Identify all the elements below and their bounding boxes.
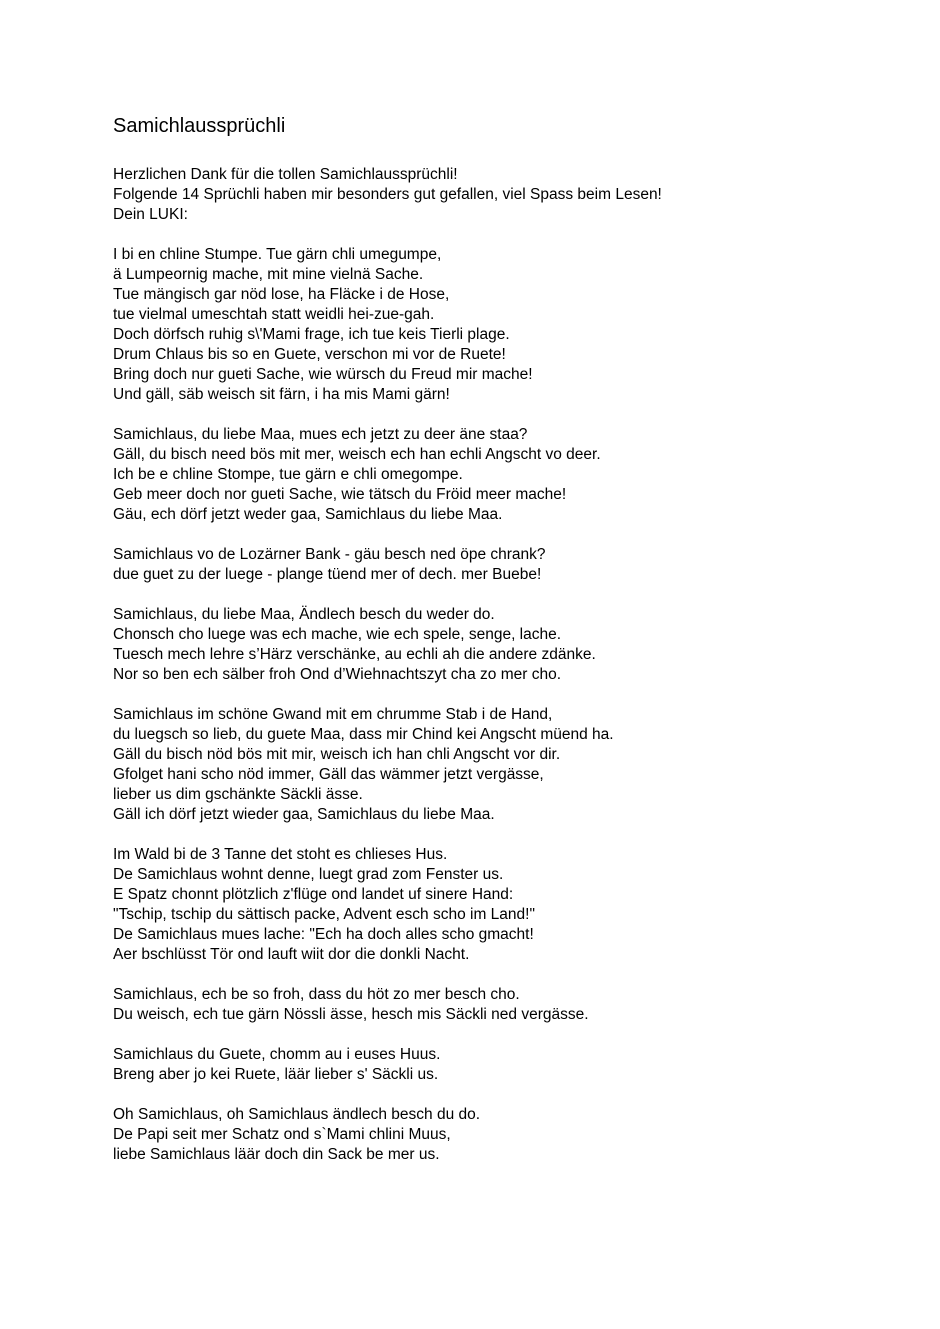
verse-9 <box>113 1105 913 1165</box>
verse-line: Samichlaus, ech be so froh, dass du höt zo mer besch cho. <box>113 986 520 1003</box>
verse-line: Tuesch mech lehre s’Härz verschänke, au echli ah die andere zdänke. <box>113 646 596 663</box>
verse-line: Du weisch, ech tue gärn Nössli ässe, hesch mis Säckli ned vergässe. <box>113 1006 589 1023</box>
verse-line: De Samichlaus wohnt denne, luegt grad zom Fenster us. <box>113 866 504 883</box>
verse-line: Und gäll, säb weisch sit färn, i ha mis Mami gärn! <box>113 386 450 403</box>
verse-line: due guet zu der luege - plange tüend mer of dech. mer Buebe! <box>113 566 542 583</box>
verse-line: Ich be e chline Stompe, tue gärn e chli omegompe. <box>113 466 463 483</box>
verse-line: I bi en chline Stumpe. Tue gärn chli umegumpe, <box>113 246 442 263</box>
intro-line: Folgende 14 Sprüchli haben mir besonders gut gefallen, viel Spass beim Lesen! <box>113 186 662 203</box>
verse-line: Gäll ich dörf jetzt wieder gaa, Samichlaus du liebe Maa. <box>113 806 495 823</box>
verse-line: du luegsch so lieb, du guete Maa, dass mir Chind kei Angscht müend ha. <box>113 726 614 743</box>
verse-line: Im Wald bi de 3 Tanne det stoht es chlieses Hus. <box>113 846 448 863</box>
verse-7 <box>113 985 913 1025</box>
verse-line: Nor so ben ech sälber froh Ond d’Wiehnachtszyt cha zo mer cho. <box>113 666 561 683</box>
verse-line: Tue mängisch gar nöd lose, ha Fläcke i de Hose, <box>113 286 450 303</box>
verse-line: Gäu, ech dörf jetzt weder gaa, Samichlaus du liebe Maa. <box>113 506 503 523</box>
verse-line: tue vielmal umeschtah statt weidli hei-zue-gah. <box>113 306 435 323</box>
verse-line: Doch dörfsch ruhig s\'Mami frage, ich tue keis Tierli plage. <box>113 326 510 343</box>
verse-line: Gäll, du bisch need bös mit mer, weisch ech han echli Angscht vo deer. <box>113 446 601 463</box>
intro-line: Dein LUKI: <box>113 206 188 223</box>
document-page <box>113 113 913 1185</box>
verse-line: Geb meer doch nor gueti Sache, wie tätsch du Fröid meer mache! <box>113 486 567 503</box>
verse-line: Samichlaus vo de Lozärner Bank - gäu besch ned öpe chrank? <box>113 546 546 563</box>
verse-line: Drum Chlaus bis so en Guete, verschon mi vor de Ruete! <box>113 346 506 363</box>
verse-line: Samichlaus, du liebe Maa, mues ech jetzt zu deer äne staa? <box>113 426 528 443</box>
verse-line: "Tschip, tschip du sättisch packe, Advent esch scho im Land!" <box>113 906 535 923</box>
verse-line: Chonsch cho luege was ech mache, wie ech spele, senge, lache. <box>113 626 562 643</box>
verse-1 <box>113 245 913 405</box>
verse-6 <box>113 845 913 965</box>
verse-line: Bring doch nur gueti Sache, wie würsch du Freud mir mache! <box>113 366 533 383</box>
verse-line: De Papi seit mer Schatz ond s`Mami chlini Muus, <box>113 1126 451 1143</box>
verse-line: Gäll du bisch nöd bös mit mir, weisch ich han chli Angscht vor dir. <box>113 746 561 763</box>
page-title: Samichlaussprüchli <box>113 115 286 137</box>
verse-line: Breng aber jo kei Ruete, läär lieber s' Säckli us. <box>113 1066 439 1083</box>
verse-line: De Samichlaus mues lache: "Ech ha doch alles scho gmacht! <box>113 926 534 943</box>
verse-5 <box>113 705 913 825</box>
verse-3 <box>113 545 913 585</box>
verse-line: Oh Samichlaus, oh Samichlaus ändlech besch du do. <box>113 1106 481 1123</box>
verse-line: Aer bschlüsst Tör ond lauft wiit dor die donkli Nacht. <box>113 946 470 963</box>
verse-line: Gfolget hani scho nöd immer, Gäll das wämmer jetzt vergässe, <box>113 766 544 783</box>
verse-8 <box>113 1045 913 1085</box>
verse-line: ä Lumpeornig mache, mit mine vielnä Sache. <box>113 266 424 283</box>
verse-4 <box>113 605 913 685</box>
verse-line: liebe Samichlaus läär doch din Sack be mer us. <box>113 1146 440 1163</box>
verse-line: E Spatz chonnt plötzlich z'flüge ond landet uf sinere Hand: <box>113 886 514 903</box>
verse-line: Samichlaus im schöne Gwand mit em chrumme Stab i de Hand, <box>113 706 553 723</box>
intro-block <box>113 165 913 225</box>
verse-line: Samichlaus, du liebe Maa, Ändlech besch du weder do. <box>113 606 495 623</box>
verse-2 <box>113 425 913 525</box>
verse-line: Samichlaus du Guete, chomm au i euses Huus. <box>113 1046 441 1063</box>
verse-line: lieber us dim gschänkte Säckli ässe. <box>113 786 363 803</box>
intro-line: Herzlichen Dank für die tollen Samichlaussprüchli! <box>113 166 458 183</box>
